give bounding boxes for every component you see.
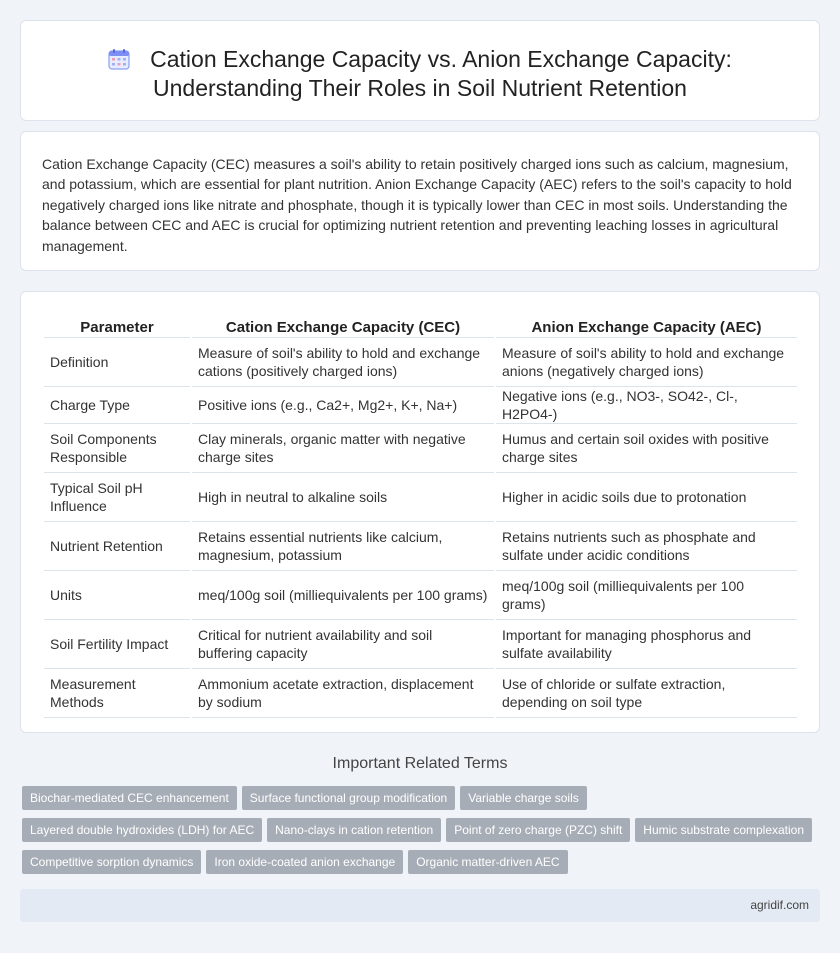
intro-card	[20, 131, 820, 271]
related-terms-heading: Important Related Terms	[332, 755, 508, 772]
header-cec: Cation Exchange Capacity (CEC)	[192, 314, 494, 338]
header-aec: Anion Exchange Capacity (AEC)	[496, 314, 797, 338]
cell-aec: Retains nutrients such as phosphate and sulfate under acidic conditions	[496, 522, 797, 571]
page-title	[21, 45, 819, 103]
header-parameter: Parameter	[44, 314, 190, 338]
related-term-tag[interactable]: Humic substrate complexation	[635, 818, 812, 842]
cell-cec: meq/100g soil (milliequivalents per 100 grams)	[192, 571, 494, 620]
related-term-tag[interactable]: Surface functional group modification	[242, 786, 455, 810]
cell-cec: Measure of soil's ability to hold and exchange cations (positively charged ions)	[192, 338, 494, 387]
cell-cec: High in neutral to alkaline soils	[192, 473, 494, 522]
table-row	[44, 620, 797, 669]
cell-aec: Higher in acidic soils due to protonation	[496, 473, 797, 522]
cell-aec: Important for managing phosphorus and sulfate availability	[496, 620, 797, 669]
cell-cec: Clay minerals, organic matter with negative charge sites	[192, 424, 494, 473]
footer-site-link[interactable]: agridif.com	[750, 898, 809, 912]
related-term-tag[interactable]: Iron oxide-coated anion exchange	[206, 850, 403, 874]
related-term-tag[interactable]: Biochar-mediated CEC enhancement	[22, 786, 237, 810]
related-term-tag[interactable]: Nano-clays in cation retention	[267, 818, 441, 842]
cell-parameter: Definition	[44, 338, 190, 387]
table-row	[44, 522, 797, 571]
table-row	[44, 424, 797, 473]
related-term-tag[interactable]: Competitive sorption dynamics	[22, 850, 201, 874]
table-row	[44, 669, 797, 718]
cell-parameter: Measurement Methods	[44, 669, 190, 718]
cell-aec: Negative ions (e.g., NO3-, SO42-, Cl-, H2PO4-)	[496, 387, 797, 424]
calendar-icon	[108, 48, 130, 70]
cell-aec: Humus and certain soil oxides with positive charge sites	[496, 424, 797, 473]
cell-parameter: Charge Type	[44, 387, 190, 424]
intro-paragraph: Cation Exchange Capacity (CEC) measures a soil's ability to retain positively charged ions such as calcium, magnesium, and potassium, which are essential for plant nutrition. Anion Exchange Capacity (AEC) refers to the soil's capacity to hold negatively charged ions like nitrate and phosphate, though it is typically lower than CEC in most soils. Understanding the balance between CEC and AEC is crucial for optimizing nutrient retention and preventing leaching losses in agricultural management.	[42, 156, 792, 254]
tag-row	[22, 786, 822, 818]
related-term-tag[interactable]: Variable charge soils	[460, 786, 587, 810]
table-row	[44, 571, 797, 620]
cell-aec: Use of chloride or sulfate extraction, depending on soil type	[496, 669, 797, 718]
title-card	[20, 20, 820, 121]
footer	[20, 889, 820, 922]
cell-parameter: Soil Components Responsible	[44, 424, 190, 473]
cell-aec: Measure of soil's ability to hold and exchange anions (negatively charged ions)	[496, 338, 797, 387]
related-terms-tags	[22, 786, 822, 882]
related-term-tag[interactable]: Point of zero charge (PZC) shift	[446, 818, 630, 842]
related-term-tag[interactable]: Organic matter-driven AEC	[408, 850, 567, 874]
cell-cec: Ammonium acetate extraction, displacement by sodium	[192, 669, 494, 718]
tag-row	[22, 850, 822, 882]
title-line-2: Understanding Their Roles in Soil Nutrient Retention	[153, 75, 687, 101]
cell-aec: meq/100g soil (milliequivalents per 100 grams)	[496, 571, 797, 620]
cell-cec: Retains essential nutrients like calcium, magnesium, potassium	[192, 522, 494, 571]
table-row	[44, 338, 797, 387]
cell-parameter: Typical Soil pH Influence	[44, 473, 190, 522]
related-term-tag[interactable]: Layered double hydroxides (LDH) for AEC	[22, 818, 262, 842]
comparison-card	[20, 291, 820, 733]
table-row	[44, 473, 797, 522]
cell-parameter: Nutrient Retention	[44, 522, 190, 571]
cell-cec: Positive ions (e.g., Ca2+, Mg2+, K+, Na+)	[192, 387, 494, 424]
tag-row	[22, 818, 822, 850]
table-row	[44, 387, 797, 424]
table-header-row	[44, 314, 797, 338]
cell-cec: Critical for nutrient availability and soil buffering capacity	[192, 620, 494, 669]
title-line-1: Cation Exchange Capacity vs. Anion Exchange Capacity:	[150, 46, 732, 72]
cell-parameter: Units	[44, 571, 190, 620]
comparison-table	[42, 314, 799, 718]
cell-parameter: Soil Fertility Impact	[44, 620, 190, 669]
